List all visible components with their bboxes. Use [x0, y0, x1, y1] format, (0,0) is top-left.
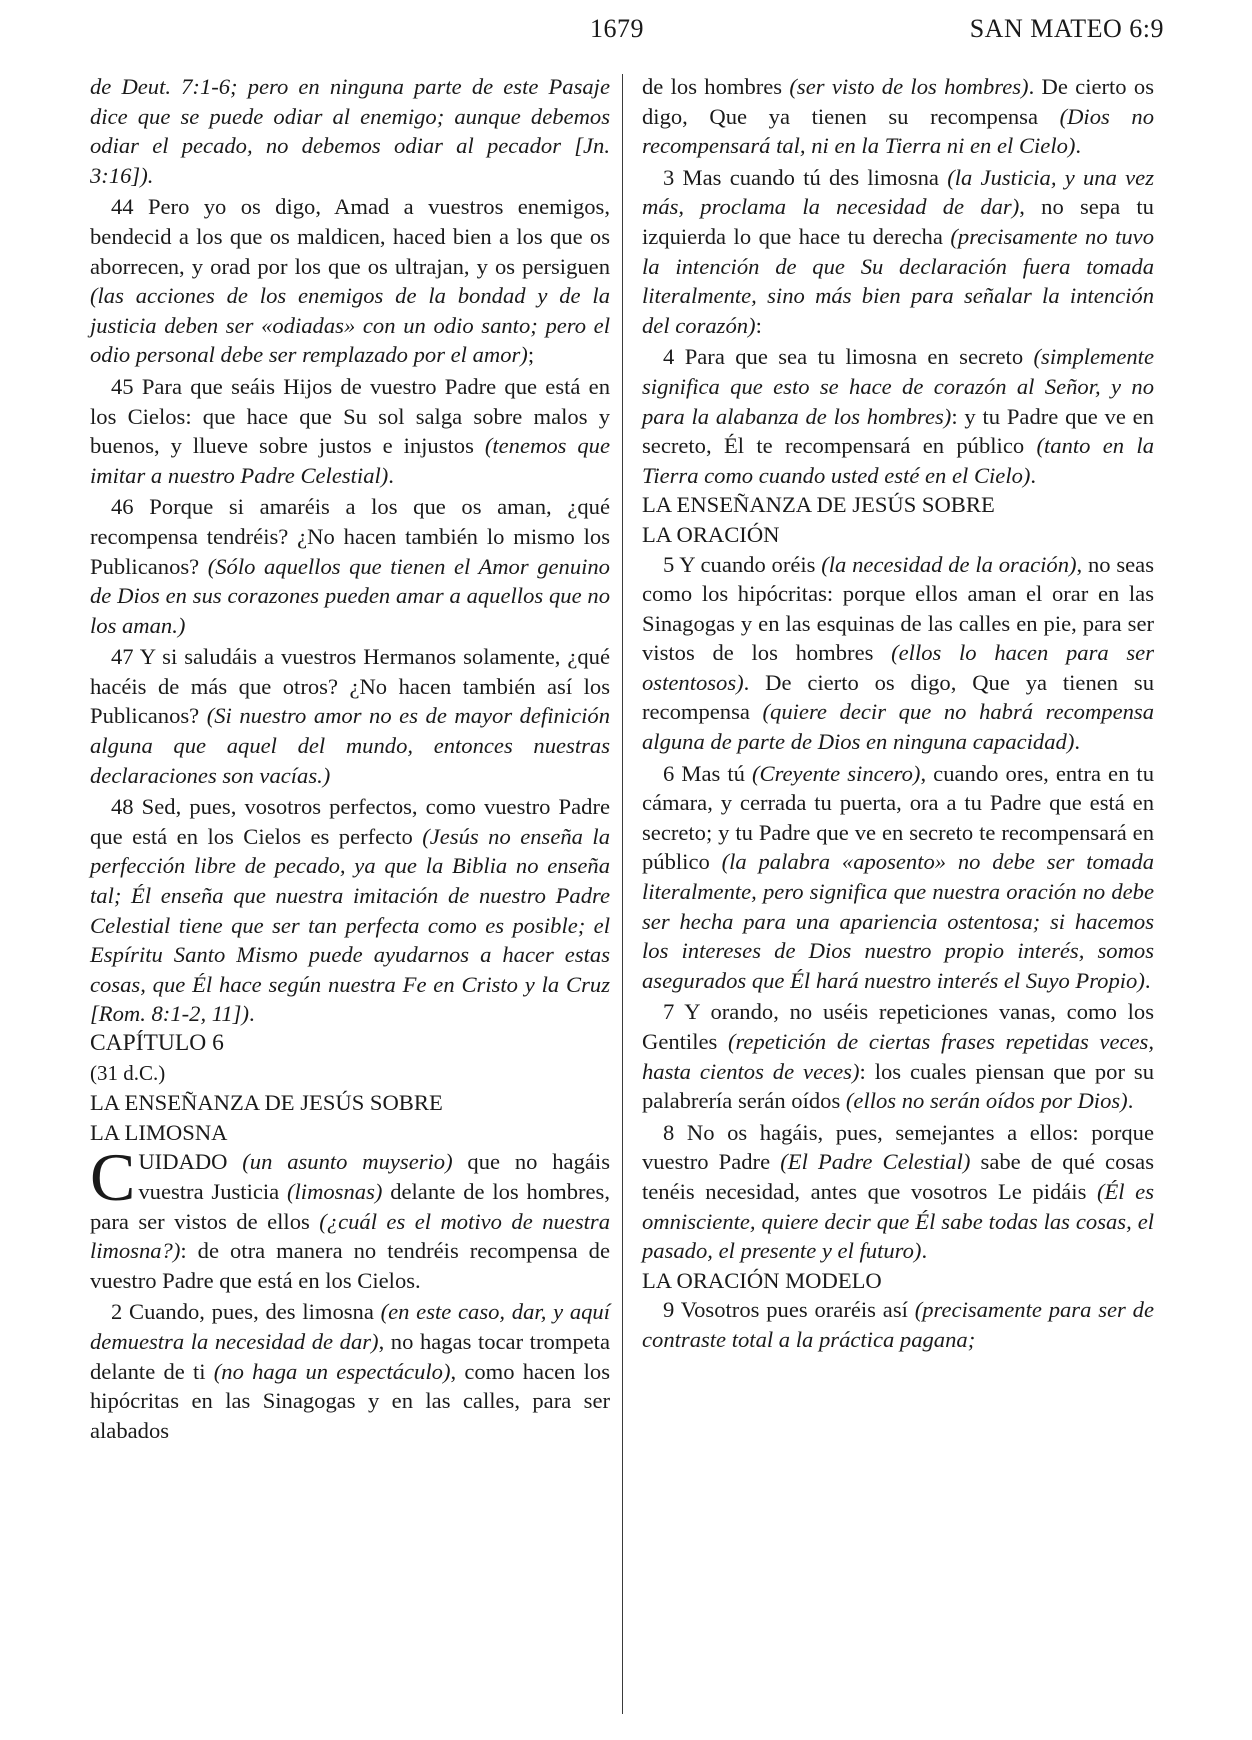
- page-number: 1679: [590, 14, 644, 43]
- verse-text: .: [1074, 729, 1081, 755]
- verse-3: [642, 163, 1154, 341]
- verse-text: : y tu Padre que ve en secreto, Él te recompensará en público: [642, 403, 1154, 459]
- section-title: LA ORACIÓN MODELO: [642, 1267, 882, 1293]
- italic-commentary: (precisamente no tuvo la intención de que Su declaración fuera tomada literalmente, sino más bien para señalar la intención del corazón): [642, 223, 1155, 338]
- verse-5: [642, 550, 1154, 757]
- verse-text: 44 Pero yo os digo, Amad a vuestros enemigos, bendecid a los que os maldicen, haced bien a los que os aborrecen, y orad por los que os ultrajan, y os persiguen: [90, 194, 610, 279]
- italic-commentary: (un asunto muyserio): [242, 1149, 453, 1175]
- verse-text: , como hacen los hipócritas en las Sinagogas y en las calles, para ser alabados: [90, 1358, 611, 1443]
- continuation-text: [642, 72, 1154, 161]
- verse-text: 46 Porque si amaréis a los que os aman, ¿qué recompensa tendréis? ¿No hacen también lo mismo los Publicanos?: [90, 494, 610, 579]
- italic-commentary: (Jesús no enseña la perfección libre de pecado, ya que la Biblia no enseña tal; Él enseña que nuestra imitación de nuestro Padre Celestial tiene que ser tan perfecta como es posible; el Espíritu Santo Mismo puede ayudarnos a hacer estas cosas, que Él hace según nuestra Fe en Cristo y la Cruz [Rom. 8:1-2, 11]): [90, 823, 610, 1027]
- italic-commentary: (precisamente para ser de contraste total a la práctica pagana;: [642, 1297, 1155, 1352]
- verse-text: .: [388, 462, 394, 488]
- section-title-cont: LA ORACIÓN: [642, 521, 780, 547]
- verse-text: 7 Y orando, no uséis repeticiones vanas, como los Gentiles: [642, 999, 1154, 1054]
- italic-commentary: (ellos lo hacen para ser ostentosos): [642, 640, 1154, 695]
- verse-2: [90, 1297, 610, 1445]
- italic-commentary: (limosnas): [286, 1178, 383, 1204]
- verse-text: . De cierto os digo, Que ya tienen su recompensa: [642, 669, 1154, 725]
- section-title: LA ENSEÑANZA DE JESÚS SOBRE: [642, 492, 995, 518]
- verse-7: [642, 997, 1154, 1115]
- running-head: SAN MATEO 6:9: [969, 14, 1164, 43]
- italic-commentary: (El Padre Celestial): [780, 1149, 971, 1175]
- italic-commentary: (Sólo aquellos que tienen el Amor genuino de Dios en sus corazones pueden amar a aquellos que no los aman.): [90, 553, 610, 638]
- chapter-title: CAPÍTULO 6: [90, 1030, 224, 1056]
- verse-text: sabe de qué cosas tenéis necesidad, antes que vosotros Le pidáis: [642, 1149, 1154, 1204]
- verse-text: 3 Mas cuando tú des limosna: [663, 164, 948, 190]
- right-column: [642, 72, 1154, 1355]
- verse-text: delante de los hombres, para ser vistos de ellos: [90, 1178, 610, 1234]
- verse-text: :: [755, 312, 762, 338]
- verse-1: [90, 1139, 610, 1295]
- verse-text: , no seas como los hipócritas: porque ellos aman el orar en las Sinagogas y en las esquinas de las calles en pie, para ser vistos de los hombres: [642, 551, 1154, 666]
- verse-text: , cuando ores, entra en tu cámara, y cerrada tu puerta, ora a tu Padre que está en secreto; y tu Padre que ve en secreto te recompensará en público: [642, 760, 1154, 875]
- chapter-date: (31 d.C.): [90, 1060, 166, 1085]
- italic-commentary: de Deut. 7:1-6; pero en ninguna parte de este Pasaje dice que se puede odiar al enemigo; aunque debemos odiar el pecado, no debemos odiar al pecador [Jn. 3:16]).: [90, 74, 610, 188]
- italic-commentary: (ellos no serán oídos por Dios): [845, 1088, 1128, 1114]
- verse-text: 48 Sed, pues, vosotros perfectos, como vuestro Padre que está en los Cielos es perfecto: [90, 794, 610, 849]
- verse-text: .: [1030, 462, 1037, 488]
- italic-commentary: (en este caso, dar, y aquí demuestra la necesidad de dar): [90, 1299, 610, 1354]
- verse-text: .: [1127, 1088, 1134, 1114]
- verse-1-text: [90, 1139, 610, 1293]
- verse-text: ;: [527, 342, 535, 368]
- drop-cap: C: [90, 1139, 136, 1216]
- verse-text: 5 Y cuando oréis: [663, 551, 822, 577]
- verse-4: [642, 342, 1154, 490]
- column-divider: [622, 74, 623, 1714]
- verse-text: 4 Para que sea tu limosna en secreto: [663, 344, 1034, 370]
- italic-commentary: (tenemos que imitar a nuestro Padre Celestial): [90, 433, 610, 488]
- italic-commentary: (las acciones de los enemigos de la bondad y de la justicia deben ser «odiadas» con un odio santo; pero el odio personal debe ser remplazado por el amor): [90, 283, 610, 368]
- verse-text: : los cuales piensan que por su palabrería serán oídos: [642, 1058, 1154, 1114]
- verse-8: [642, 1118, 1154, 1266]
- verse-text: . De cierto os digo, Que ya tienen su recompensa: [642, 74, 1154, 129]
- italic-commentary: (repetición de ciertas frases repetidas veces, hasta cientos de veces): [642, 1029, 1154, 1084]
- verse-48: [90, 792, 610, 1029]
- verse-text: .: [1144, 967, 1151, 993]
- italic-commentary: (la necesidad de la oración): [821, 551, 1077, 577]
- verse-text: 47 Y si saludáis a vuestros Hermanos solamente, ¿qué hacéis de más que otros? ¿No hacen también así los Publicanos?: [90, 644, 610, 729]
- verse-text: 9 Vosotros pues oraréis así: [663, 1297, 915, 1323]
- italic-commentary: (¿cuál es el motivo de nuestra limosna?): [90, 1208, 610, 1264]
- verse-text: , no sepa tu izquierda lo que hace tu derecha: [642, 194, 1154, 249]
- verse-text: .: [921, 1238, 928, 1264]
- verse-text: , no hagas tocar trompeta delante de ti: [90, 1328, 610, 1384]
- italic-commentary: (ser visto de los hombres): [789, 74, 1029, 99]
- continuation-text: [90, 72, 610, 190]
- verse-text: UIDADO: [138, 1149, 243, 1175]
- verse-text: : de otra manera no tendréis recompensa de vuestro Padre que está en los Cielos.: [90, 1238, 610, 1293]
- verse-text: que no hagáis vuestra Justicia: [138, 1149, 610, 1204]
- verse-text: de los hombres: [642, 74, 790, 99]
- italic-commentary: (Dios no recompensará tal, ni en la Tierra ni en el Cielo): [642, 103, 1154, 159]
- italic-commentary: (Creyente sincero): [751, 760, 921, 786]
- verse-text: .: [1075, 133, 1082, 159]
- verse-47: [90, 642, 610, 790]
- italic-commentary: (la Justicia, y una vez más, proclama la necesidad de dar): [642, 164, 1154, 220]
- italic-commentary: (tanto en la Tierra como cuando usted esté en el Cielo): [642, 433, 1154, 488]
- italic-commentary: (Él es omnisciente, quiere decir que Él sabe todas las cosas, el pasado, el presente y el futuro): [642, 1178, 1154, 1264]
- verse-6: [642, 759, 1154, 996]
- italic-commentary: (Si nuestro amor no es de mayor definición alguna que aquel del mundo, entonces nuestras declaraciones son vacías.): [90, 703, 610, 788]
- verse-text: 6 Mas tú: [663, 760, 752, 786]
- left-column: [90, 72, 610, 1445]
- verse-text: .: [248, 1001, 255, 1027]
- italic-commentary: (quiere decir que no habrá recompensa alguna de parte de Dios en ninguna capacidad): [642, 699, 1155, 755]
- verse-text: 45 Para que seáis Hijos de vuestro Padre que está en los Cielos: que hace que Su sol salga sobre malos y buenos, y llueve sobre justos e injustos: [90, 373, 610, 459]
- verse-44: [90, 192, 610, 370]
- verse-45: [90, 372, 610, 490]
- verse-46: [90, 492, 610, 640]
- section-title-cont: LA LIMOSNA: [90, 1119, 228, 1145]
- italic-commentary: (no haga un espectáculo): [213, 1358, 451, 1384]
- italic-commentary: (la palabra «aposento» no debe ser tomada literalmente, pero significa que nuestra oración no debe ser hecha para una apariencia ostentosa; si hacemos los intereses de Dios nuestro propio interés, somos asegurados que Él hará nuestro interés el Suyo Propio): [642, 849, 1154, 993]
- verse-9: [642, 1295, 1154, 1354]
- verse-text: 2 Cuando, pues, des limosna: [111, 1299, 381, 1325]
- italic-commentary: (simplemente significa que esto se hace de corazón al Señor, y no para la alabanza de los hombres): [642, 344, 1154, 429]
- verse-text: 8 No os hagáis, pues, semejantes a ellos: porque vuestro Padre: [642, 1119, 1154, 1175]
- section-title: LA ENSEÑANZA DE JESÚS SOBRE: [90, 1090, 443, 1116]
